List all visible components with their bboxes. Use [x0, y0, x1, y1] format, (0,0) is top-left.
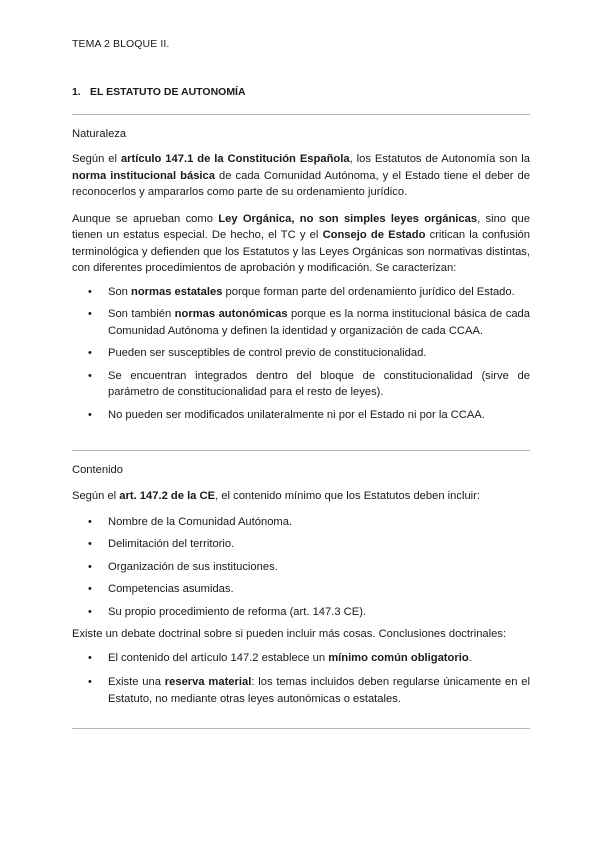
bullet-icon: •: [88, 560, 92, 573]
bullet-icon: •: [88, 408, 92, 421]
contenido-heading: Contenido: [72, 464, 124, 476]
list-item: • Organización de sus instituciones.: [72, 559, 530, 576]
divider-bottom: [72, 728, 530, 729]
list-item: • Pueden ser susceptibles de control previo de constitucionalidad.: [72, 345, 530, 362]
section-title: [72, 86, 246, 98]
bullet-icon: •: [88, 651, 92, 664]
bullet-icon: •: [88, 347, 92, 359]
bullet-icon: •: [88, 605, 92, 618]
contenido-section: [72, 488, 530, 707]
naturaleza-bullet-list: [72, 284, 530, 424]
contenido-paragraph-2: Existe un debate doctrinal sobre si pueden incluir más cosas. Conclusiones doctrinales:: [72, 628, 507, 640]
list-item: • Se encuentran integrados dentro del bloque de constitucionalidad (sirve de parámetro de constitucionalidad para el resto de leyes).: [88, 369, 530, 398]
naturaleza-paragraph-2: Aunque se aprueban como Ley Orgánica, no son simples leyes orgánicas, sino que tienen un estatus especial. De hecho, el TC y el Consejo de Estado critican la confusión terminológica y defienden que los Estatutos y las Leyes Orgánicas son normativas distintas, con diferentes procedimientos de aprobación y modificación. Se caracterizan:: [72, 212, 530, 274]
list-item: • Nombre de la Comunidad Autónoma.: [72, 514, 530, 531]
bullet-icon: •: [88, 583, 92, 595]
bullet-icon: •: [88, 369, 92, 382]
list-item: • Su propio procedimiento de reforma (art. 147.3 CE).: [72, 604, 530, 621]
page-header: TEMA 2 BLOQUE II.: [72, 38, 170, 50]
bullet-icon: •: [88, 308, 92, 320]
naturaleza-section: [72, 151, 530, 423]
section-number: 1.: [72, 86, 81, 98]
contenido-bullet-list: [72, 514, 530, 621]
conclusions-bullet-list: [72, 650, 530, 708]
naturaleza-heading: Naturaleza: [72, 128, 127, 140]
divider-top: [72, 114, 530, 115]
contenido-paragraph-1: Según el art. 147.2 de la CE, el contenido mínimo que los Estatutos deben incluir:: [72, 490, 480, 502]
naturaleza-paragraph-1: Según el artículo 147.1 de la Constitución Española, los Estatutos de Autonomía son la norma institucional básica de cada Comunidad Autónoma, y el Estado tiene el deber de reconocerlos y ampararlos como parte de su ordenamiento jurídico.: [72, 153, 531, 198]
bullet-icon: •: [88, 515, 92, 528]
list-item: • Son normas estatales porque forman parte del ordenamiento jurídico del Estado.: [72, 284, 530, 301]
bullet-icon: •: [88, 676, 92, 688]
bullet-icon: •: [88, 538, 92, 550]
section-title-text: EL ESTATUTO DE AUTONOMÍA: [90, 86, 246, 98]
list-item: • Competencias asumidas.: [72, 581, 530, 598]
list-item: • Son también normas autonómicas porque es la norma institucional básica de cada Comunidad Autónoma y definen la identidad y organización de cada CCAA.: [88, 308, 530, 337]
list-item: • Existe una reserva material: los temas incluidos deben regularse únicamente en el Estatuto, no mediante otras leyes autonómicas o estatales.: [88, 676, 530, 705]
list-item: • Delimitación del territorio.: [72, 536, 530, 553]
bullet-icon: •: [88, 285, 92, 298]
list-item: • El contenido del artículo 147.2 establece un mínimo común obligatorio.: [72, 650, 530, 667]
divider-middle: [72, 450, 530, 451]
list-item: • No pueden ser modificados unilateralmente ni por el Estado ni por la CCAA.: [72, 407, 530, 424]
